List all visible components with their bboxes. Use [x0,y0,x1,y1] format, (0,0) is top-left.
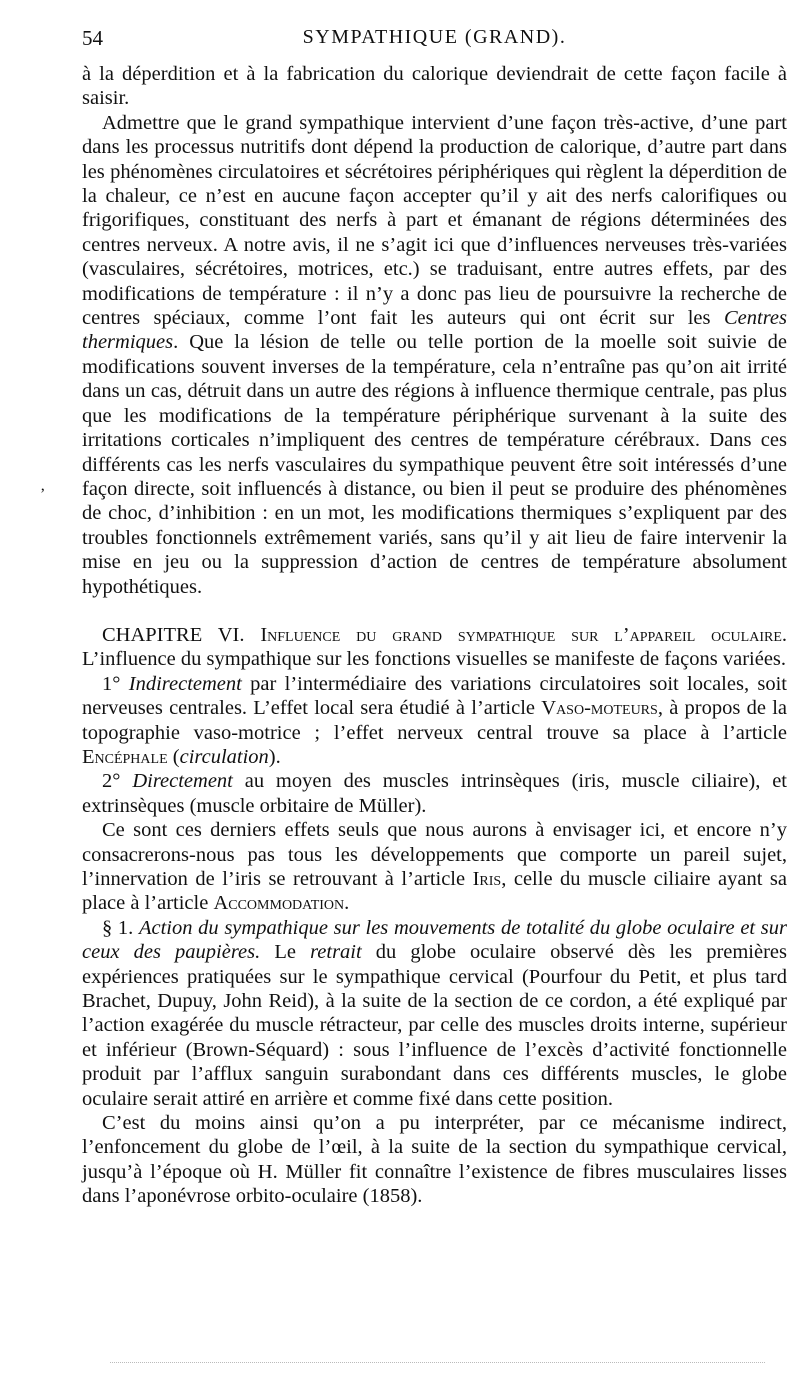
item-number: 2° [102,770,121,793]
paragraph-thermal-part1: Admettre que le grand sympathique intervient d’une façon très-active, d’une part dans les processus nutritifs dont dépend la production de calorique, d’autre part dans les phénomènes circulatoires et sécrétoires périphériques qui règlent la déperdition de la chaleur, ce n’est en aucune façon accepter qu’il y ait des nerfs calorifiques ou frigorifiques, constituant des nerfs à part et émanant de régions déterminées des centres nerveux. A notre avis, il ne s’agit ici que d’influences nerveuses très-variées (vasculaires, sécrétoires, motrices, etc.) se traduisant, entre autres effets, par des modifications de température : il n’y a donc pas lieu de poursuivre la recherche de centres spéciaux, comme l’ont fait les auteurs qui ont écrit sur les [82,111,787,330]
item-text: ). [268,745,281,768]
paragraph-muller: C’est du moins ainsi qu’on a pu interpréter, par ce mécanisme indirect, l’enfoncement du globe de l’œil, à la suite de la section du sympathique cervical, jusqu’à l’époque où H. Müller fit connaître l’existence de fibres musculaires lisses dans l’aponévrose orbito-oculaire (1858). [82,1112,787,1208]
section-1 [82,916,787,1111]
section-text: Le [260,941,311,964]
retrait-term: retrait [310,941,362,964]
list-item-indirect [82,672,787,770]
item-text: par l’intermédiaire des variations circulatoires soit locales, soit nerveuses centrales. L’effet local sera étudié à l’article [82,672,788,720]
item-number: 1° [102,672,121,695]
paragraph-thermal [82,111,787,599]
article-ref-encephale: Encéphale [82,745,168,768]
section-title: Action du sympathique sur les mouvements de totalité du globe oculaire et sur ceux des paupières. [82,916,787,964]
paragraph-scope [82,818,787,916]
item-term: Directement [132,770,233,793]
chapter-intro: L’influence du sympathique sur les fonctions visuelles se manifeste de façons variées. [82,648,787,671]
item-text: au moyen des muscles intrinsèques (iris, muscle ciliaire), et extrinsèques (muscle orbitaire de Müller). [82,770,787,817]
running-head: SYMPATHIQUE (GRAND). [302,26,567,48]
page-number: 54 [82,26,103,50]
paragraph-text: , celle du muscle ciliaire ayant sa place à l’article [82,868,787,915]
list-item-direct [82,769,787,818]
article-ref-iris: Iris [472,868,502,890]
section-number: § 1. [102,916,134,939]
item-text: , à propos de la topographie vaso-motrice ; l’effet nerveux central trouve sa place à l’article [82,697,788,744]
item-text: ( [167,745,180,768]
bleed-through-line [110,1362,765,1363]
chapter-heading [82,623,787,672]
article-ref-vaso-moteurs: Vaso-moteurs [541,697,658,720]
article-ref-accommodation: Accommodation [213,892,345,915]
chapter-title: Influence du grand sympathique sur l’appareil oculaire. [260,623,787,646]
item-term: Indirectement [128,672,242,695]
margin-mark: ʼ [40,486,46,503]
section-text: du globe oculaire observé dès les premières expériences pratiquées sur le sympathique cervical (Pourfour du Petit, et plus tard Brachet, Dupuy, John Reid), à la suite de la section de ce cordon, a été expliqué par l’action exagérée du muscle rétracteur, par celle des muscles droits interne, supérieur et inférieur (Brown-Séquard) : sous l’influence de l’excès d’activité fonctionnelle produit par l’afflux sanguin surabondant dans ces différents muscles, le globe oculaire serait attiré en arrière et comme fixé dans cette position. [82,941,788,1110]
centres-thermiques-term: Centres thermiques [82,307,787,354]
paragraph-thermal-part2: . Que la lésion de telle ou telle portion de la moelle soit suivie de modifications souvent inverses de la température, cela n’entraîne pas qu’on ait irrité dans un cas, détruit dans un autre des régions à influence thermique centrale, pas plus que les modifications de la température périphérique survenant à la suite des irritations corticales n’impliquent des centres de température cérébraux. Dans ces différents cas les nerfs vasculaires du sympathique peuvent être soit intéressés d’une façon directe, soit influencés à distance, ou bien il peut se produire des phénomènes de choc, d’inhibition : en un mot, les modifications thermiques s’expliquent par des troubles fonctionnels extrêmement variés, sans qu’il y ait lieu de faire intervenir la mise en jeu ou la suppression d’action de centres de température absolument hypothétiques. [82,331,787,598]
paragraph-continuation: à la déperdition et à la fabrication du calorique deviendrait de cette façon facile à saisir. [82,63,787,110]
body-text [82,62,787,1209]
paragraph-text: Ce sont ces derniers effets seuls que nous aurons à envisager ici, et encore n’y consacrerons-nous pas tous les développements que comporte un pareil sujet, l’innervation de l’iris se retrouvant à l’article [82,819,787,890]
page-header [82,26,787,56]
paragraph-text: . [344,892,350,915]
chapter-label: CHAPITRE VI. [102,623,245,646]
circulation-term: circulation [179,745,269,768]
